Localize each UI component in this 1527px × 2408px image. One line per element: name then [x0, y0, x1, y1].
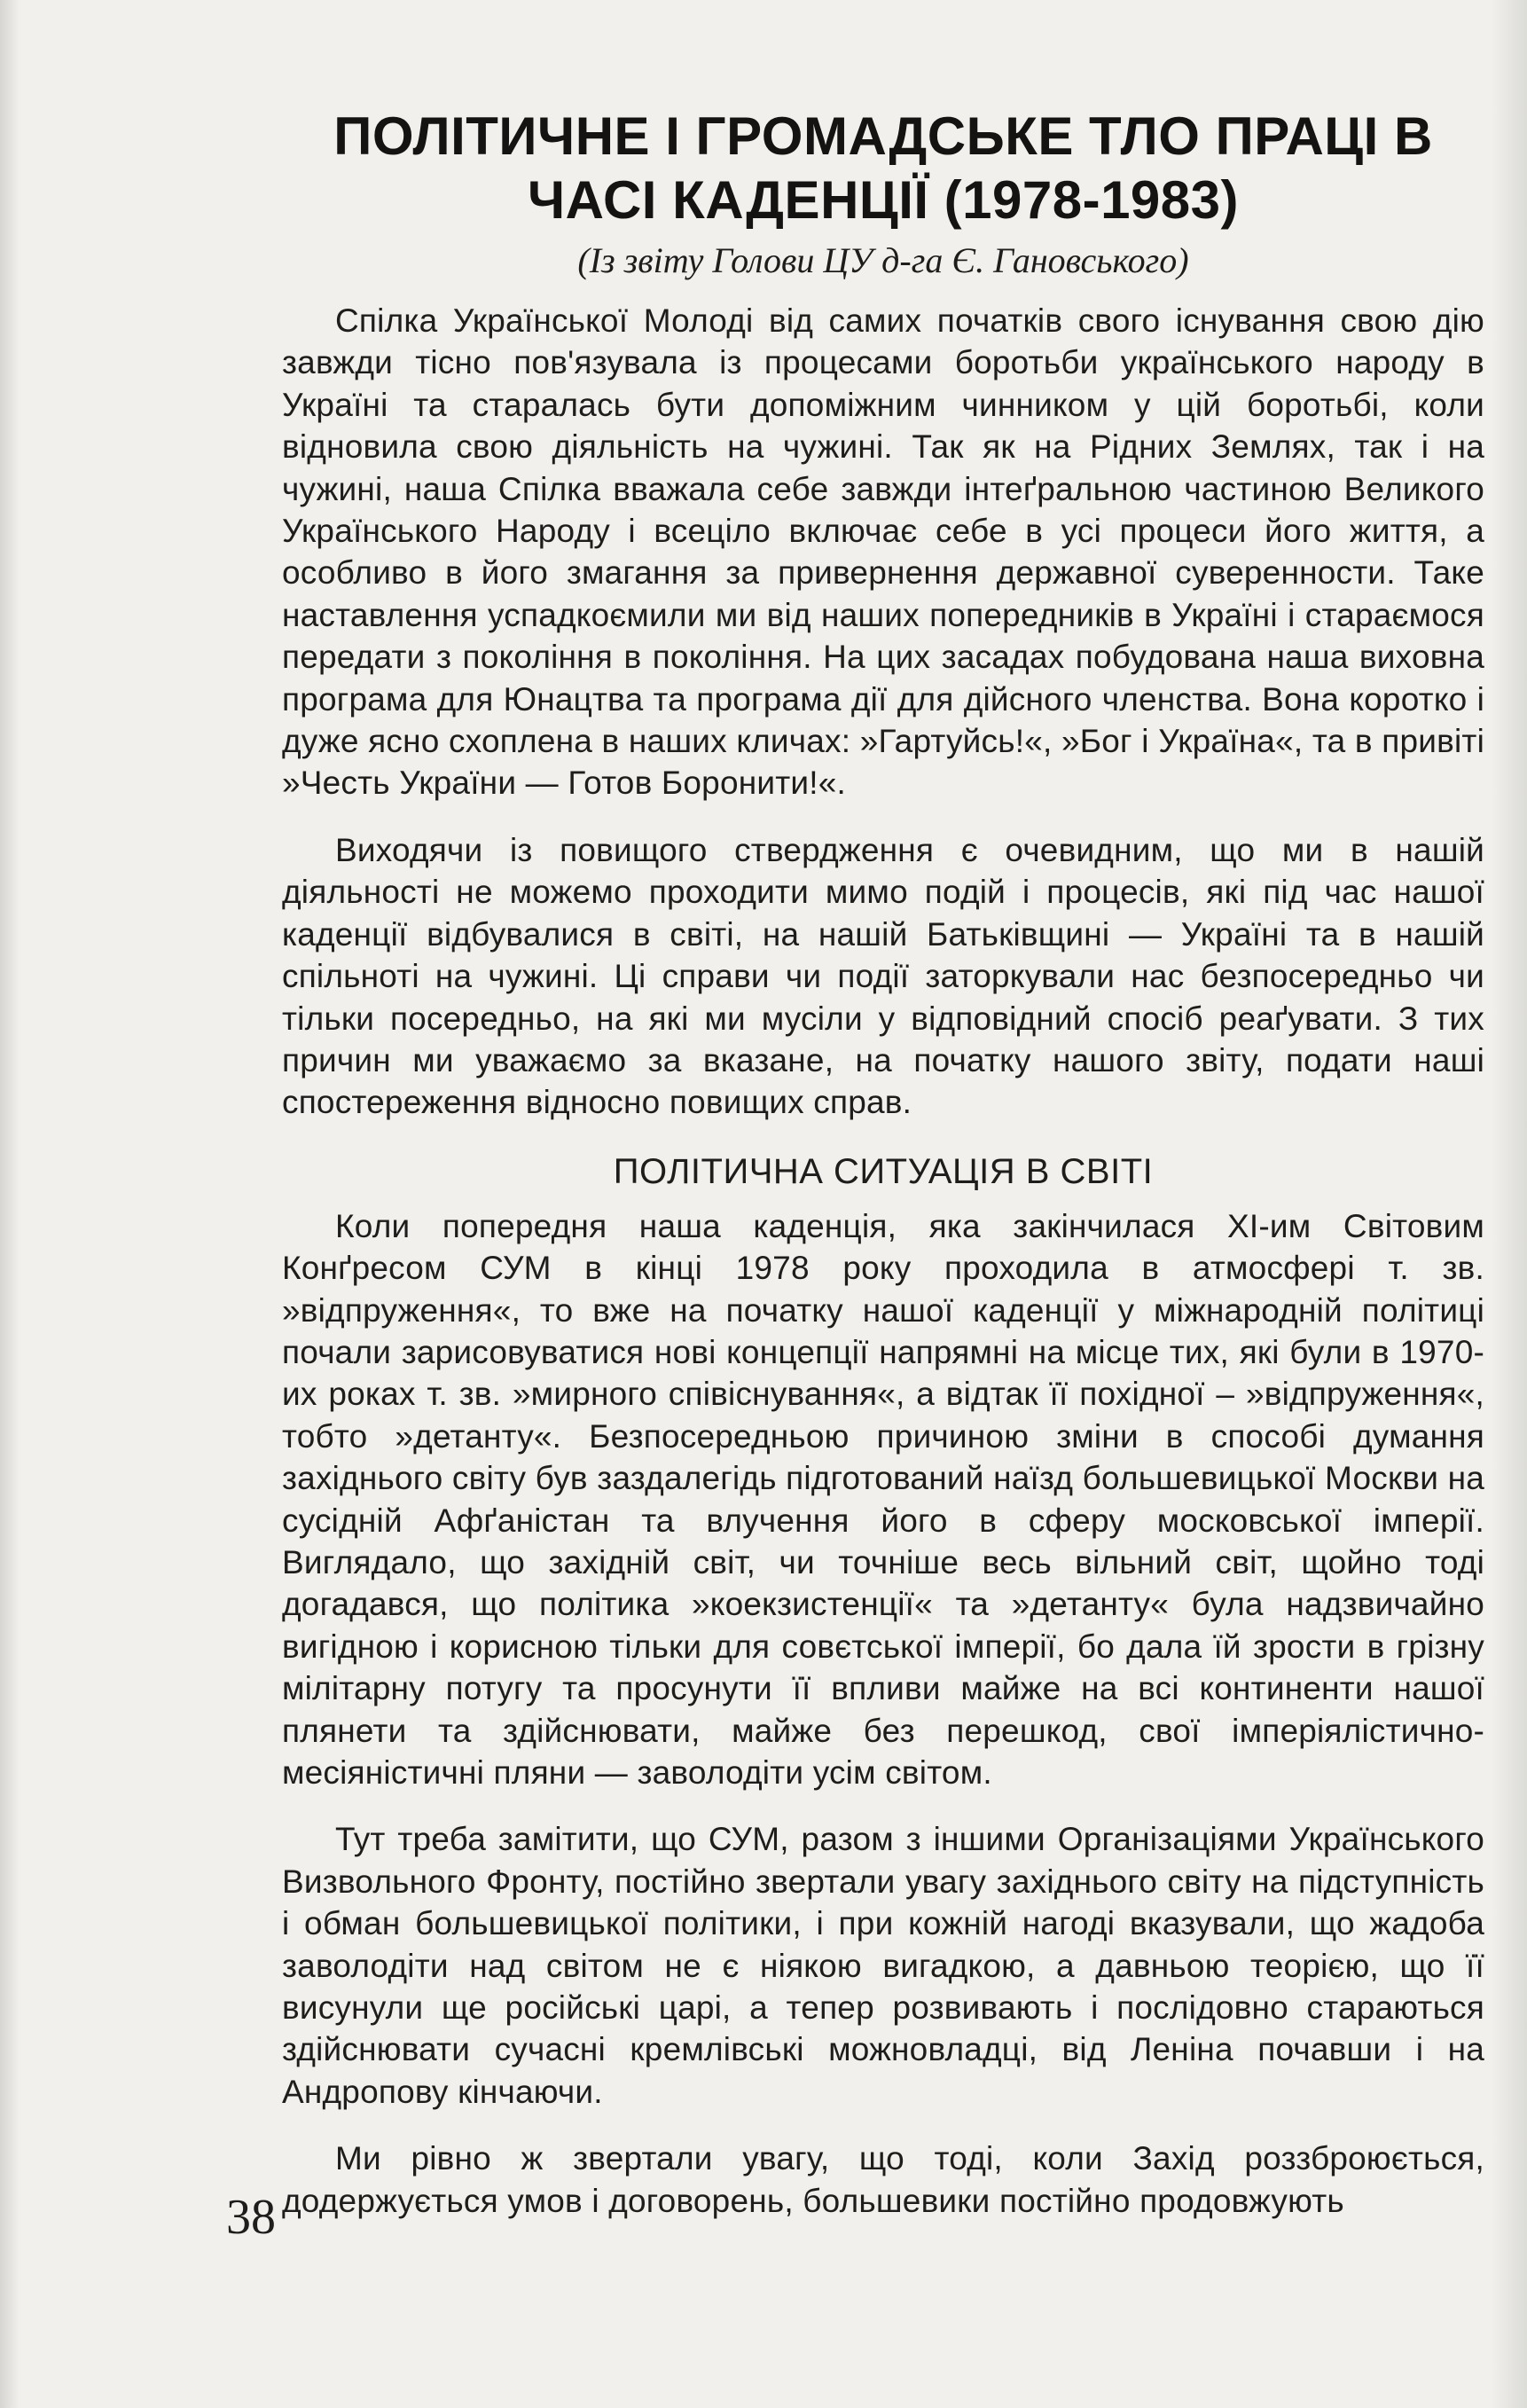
paragraph-disarmament: Ми рівно ж звертали увагу, що тоді, коли Захід роззброюється, додержується умов і договорень, большевики постійно продовжують — [282, 2140, 1484, 2219]
page-right-edge — [1492, 0, 1527, 2408]
paragraph-world-situation: Коли попередня наша каденція, яка закінчилася ХІ-им Світовим Конґресом СУМ в кінці 1978 року проходила в атмосфері т. зв. »відпруження«, то вже на початку нашої каденції у міжнародній політиці почали зарисовуватися нові концепції напрямні на місце тих, які були в 1970-их роках т. зв. »мирного співіснування«, а відтак її похідної – »відпруження«, тобто »детанту«. Безпосередньою причиною зміни в способі думання західнього світу був заздалегідь підготований наїзд большевицької Москви на сусідній Афґаністан та влучення його в сферу московської імперії. Виглядало, що західній світ, чи точніше весь вільний світ, щойно тоді догадався, що політика »коекзистенції« та »детанту« була надзвичайно вигідною і корисною тільки для совєтської імперії, бо дала їй зрости в грізну мілітарну потугу та просунути її впливи майже на всі континенти нашої плянети та здійснювати, майже без перешкод, свої імперіялістично-месіяністичні пляни — заволодіти усім світом. — [282, 1207, 1484, 1791]
article-title — [282, 105, 1484, 232]
page-number: 38 — [226, 2190, 276, 2245]
article-subtitle: (Із звіту Голови ЦУ д-га Є. Гановського) — [577, 240, 1189, 280]
paragraph-sum-warnings: Тут треба замітити, що СУМ, разом з іншими Організаціями Українського Визвольного Фронту, постійно звертали увагу західнього світу на підступність і обман большевицької політики, і при кожній нагоді вказували, що жадоба заволодіти над світом не є ніякою вигадкою, а давньою теорією, що її висунули ще російські царі, а тепер розвивають і послідовно стараються здійснювати сучасні кремлівські можновладці, від Леніна почавши і на Андропову кінчаючи. — [282, 1821, 1484, 2110]
article-title-line-2: ЧАСІ КАДЕНЦІЇ (1978-1983) — [527, 170, 1240, 230]
page-left-edge — [0, 0, 20, 2408]
article — [282, 105, 1484, 2247]
article-title-line-1: ПОЛІТИЧНЕ І ГРОМАДСЬКЕ ТЛО ПРАЦІ В — [333, 106, 1433, 166]
section-heading: ПОЛІТИЧНА СИТУАЦІЯ В СВІТІ — [613, 1151, 1154, 1191]
paragraph-intro: Спілка Української Молоді від самих початків свого існування свою дію завжди тісно пов'язувала із процесами боротьби українського народу в Україні та старалась бути допоміжним чинником у цій боротьбі, коли відновила свою діяльність на чужині. Так як на Рідних Землях, так і на чужині, наша Спілка вважала себе завжди інтеґральною частиною Великого Українського Народу і всеціло включає себе в усі процеси його життя, а особливо в його змагання за привернення державної суверенности. Таке наставлення успадкоємили ми від наших попередників в Україні і стараємося передати з покоління в покоління. На цих засадах побудована наша виховна програма для Юнацтва та програма дії для дійсного членства. Вона коротко і дуже ясно схоплена в наших кличах: »Гартуйсь!«, »Бог і Україна«, та в привіті »Честь України — Готов Боронити!«. — [282, 302, 1484, 802]
paragraph-context: Виходячи із повищого ствердження є очевидним, що ми в нашій діяльності не можемо проходити мимо подій і процесів, які під час нашої каденції відбувалися в світі, на нашій Батьківщині — Україні та в нашій спільноті на чужині. Ці справи чи події заторкували нас безпосередньо чи тільки посередньо, на які ми мусіли у відповідний спосіб реаґувати. З тих причин ми уважаємо за вказане, на початку нашого звіту, подати наші спостереження відносно повищих справ. — [282, 831, 1484, 1121]
